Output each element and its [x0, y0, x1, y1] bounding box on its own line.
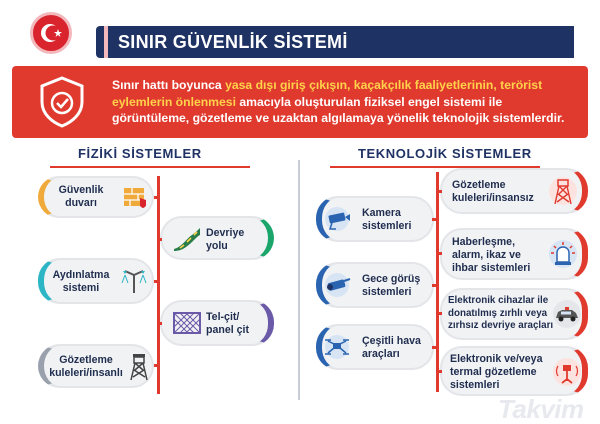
connector — [158, 322, 162, 325]
tech-item-aircraft: Çeşitli hava araçları — [316, 324, 434, 370]
shield-check-icon — [32, 74, 92, 130]
physical-item-wire-fence: Tel-çit/ panel çit — [160, 300, 274, 346]
tech-item-patrol-vehicles: Elektronik cihazlar ile donatılmış zırhlı veya zırhsız devriye araçları — [440, 288, 588, 340]
watermark-logo: Takvim — [498, 394, 584, 424]
patrol-vehicle-icon — [552, 299, 582, 334]
tech-item-night-vision: Gece görüş sistemleri — [316, 262, 434, 308]
intro-text: Sınır hattı boyunca yasa dışı giriş çıkışın, kaçakçılık faaliyetlerinin, terörist eylemlerin önlenmesi amacıyla oluşturulan fiziksel engel sistemi ile görüntüleme, gözetleme ve uzaktan algılamaya yönelik teknolojik sistemlerdir. — [112, 78, 565, 125]
title-bar — [96, 26, 574, 58]
connector — [432, 218, 438, 221]
physical-heading-underline — [50, 166, 250, 168]
night-vision-icon — [324, 272, 354, 303]
connector — [154, 364, 158, 367]
column-divider — [298, 160, 300, 400]
brick-wall-icon — [122, 184, 148, 215]
intro-banner — [12, 66, 588, 138]
road-icon — [172, 225, 202, 258]
physical-item-manned-tower: Gözetleme kuleleri/insanlı — [38, 344, 154, 388]
crescent-star-emblem-icon — [30, 12, 72, 54]
connector — [437, 252, 442, 255]
alarm-icon — [548, 238, 578, 275]
connector — [158, 238, 162, 241]
physical-item-patrol-road: Devriye yolu — [160, 216, 274, 260]
connector — [432, 346, 438, 349]
watchtower-icon — [126, 352, 152, 387]
connector — [437, 190, 442, 193]
connector — [154, 196, 158, 199]
tech-item-thermal-systems: Elektronik ve/veya termal gözetleme sistemleri — [440, 346, 588, 396]
street-light-icon — [120, 267, 148, 300]
connector — [154, 280, 158, 283]
connector — [432, 284, 438, 287]
thermal-sensor-icon — [552, 357, 582, 392]
technological-axis — [436, 172, 439, 392]
physical-axis — [157, 176, 160, 394]
tech-item-camera-systems: Kamera sistemleri — [316, 196, 434, 242]
physical-systems-heading: FİZİKİ SİSTEMLER — [78, 146, 202, 161]
connector — [437, 312, 442, 315]
fence-icon — [172, 309, 202, 342]
unmanned-tower-icon — [548, 176, 578, 213]
header — [0, 0, 600, 62]
tech-item-communication-alarm: Haberleşme, alarm, ikaz ve ihbar sistemleri — [440, 228, 588, 280]
connector — [437, 370, 442, 373]
physical-item-security-wall: Güvenlik duvarı — [38, 176, 154, 218]
tech-item-unmanned-tower: Gözetleme kuleleri/insansız — [440, 168, 588, 214]
drone-icon — [324, 334, 354, 365]
physical-item-lighting-system: Aydınlatma sistemi — [38, 258, 154, 304]
page-title: SINIR GÜVENLİK SİSTEMİ — [118, 32, 348, 52]
technological-systems-heading: TEKNOLOJİK SİSTEMLER — [358, 146, 532, 161]
camera-icon — [324, 206, 354, 237]
